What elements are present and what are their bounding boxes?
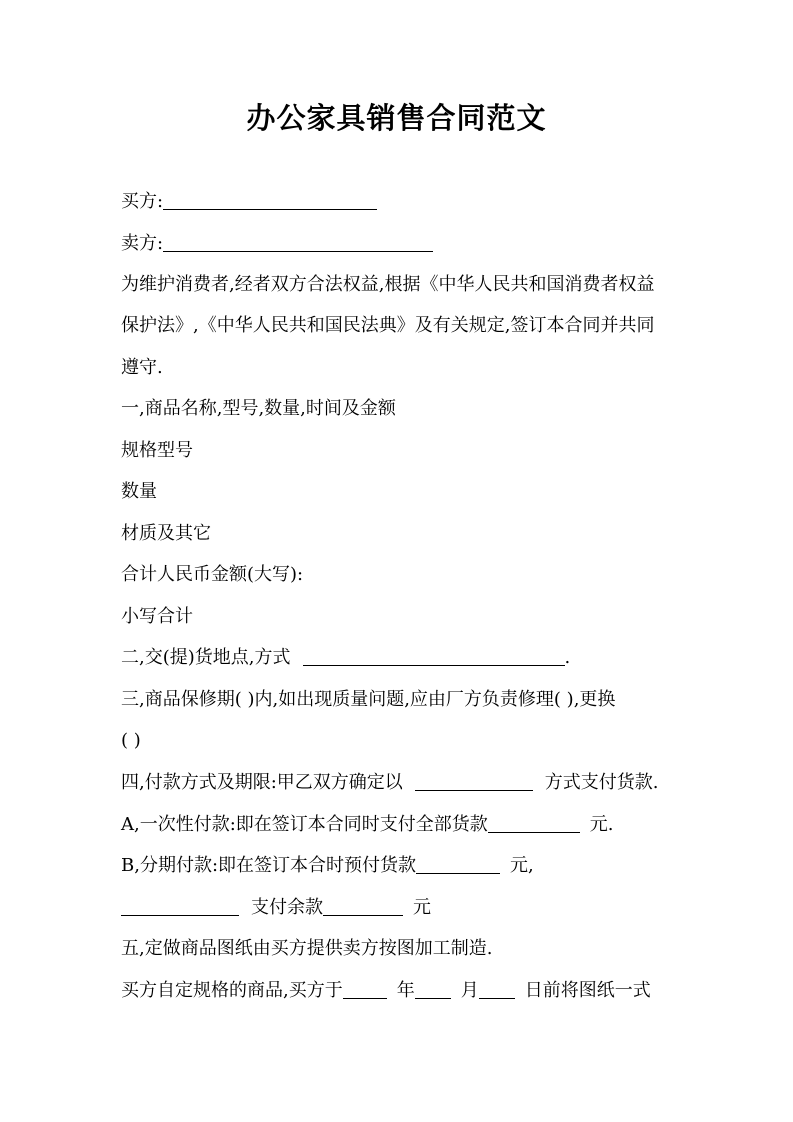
month-blank[interactable]	[415, 982, 451, 999]
intro-line-2: 保护法》,《中华人民共和国民法典》及有关规定,签订本合同并共同	[121, 315, 655, 336]
section-5-month: 月	[460, 980, 479, 1001]
section-4b-line	[121, 855, 534, 877]
full-payment-blank[interactable]	[488, 816, 580, 833]
delivery-blank[interactable]	[303, 649, 565, 666]
section-4-line	[121, 772, 659, 794]
seller-blank[interactable]	[163, 235, 433, 252]
day-blank[interactable]	[479, 982, 515, 999]
section-4a-line	[121, 814, 614, 836]
section-4a-prefix: A,一次性付款:即在签订本合同时支付全部货款	[121, 814, 488, 835]
intro-line-3: 遵守.	[121, 357, 163, 378]
section-4-suffix: 方式支付货款.	[544, 772, 659, 793]
section-1-total-lower: 小写合计	[121, 606, 193, 627]
section-2-line	[121, 647, 570, 669]
section-4b-prefix: B,分期付款:即在签订本合时预付货款	[121, 855, 417, 876]
document-title: 办公家具销售合同范文	[246, 101, 547, 135]
section-1-title: 一,商品名称,型号,数量,时间及金额	[121, 398, 396, 419]
buyer-blank[interactable]	[163, 193, 377, 210]
section-5-suffix: 日前将图纸一式	[524, 980, 651, 1001]
section-1-total-upper: 合计人民币金额(大写):	[121, 564, 304, 585]
section-3-line-2: ( )	[121, 730, 141, 751]
year-blank[interactable]	[343, 982, 387, 999]
section-5-prefix: 买方自定规格的商品,买方于	[121, 980, 343, 1001]
section-4b2-suffix: 元	[413, 897, 431, 918]
prepayment-blank[interactable]	[416, 857, 500, 874]
section-4b2-mid: 支付余款	[251, 897, 323, 918]
section-1-material: 材质及其它	[121, 523, 211, 544]
section-2-end: .	[564, 647, 571, 668]
buyer-label: 买方:	[121, 191, 164, 212]
section-3-line-1: 三,商品保修期( )内,如出现质量问题,应由厂方负责修理( ),更换	[121, 689, 616, 710]
section-1-spec: 规格型号	[121, 440, 193, 461]
intro-line-1: 为维护消费者,经者双方合法权益,根据《中华人民共和国消费者权益	[121, 274, 655, 295]
section-1-qty: 数量	[121, 481, 157, 502]
seller-line	[121, 233, 433, 255]
section-2-text: 二,交(提)货地点,方式	[121, 647, 291, 668]
section-4-prefix: 四,付款方式及期限:甲乙双方确定以	[121, 772, 403, 793]
section-5-title: 五,定做商品图纸由买方提供卖方按图加工制造.	[121, 938, 493, 959]
balance-blank[interactable]	[323, 899, 403, 916]
section-4a-suffix: 元.	[589, 814, 614, 835]
section-4b-line-2	[121, 897, 431, 919]
installment-blank[interactable]	[121, 899, 239, 916]
section-5-line	[121, 980, 651, 1002]
section-5-year: 年	[396, 980, 415, 1001]
payment-method-blank[interactable]	[415, 774, 533, 791]
seller-label: 卖方:	[121, 233, 164, 254]
section-4b-suffix: 元,	[510, 855, 534, 876]
buyer-line	[121, 191, 377, 213]
